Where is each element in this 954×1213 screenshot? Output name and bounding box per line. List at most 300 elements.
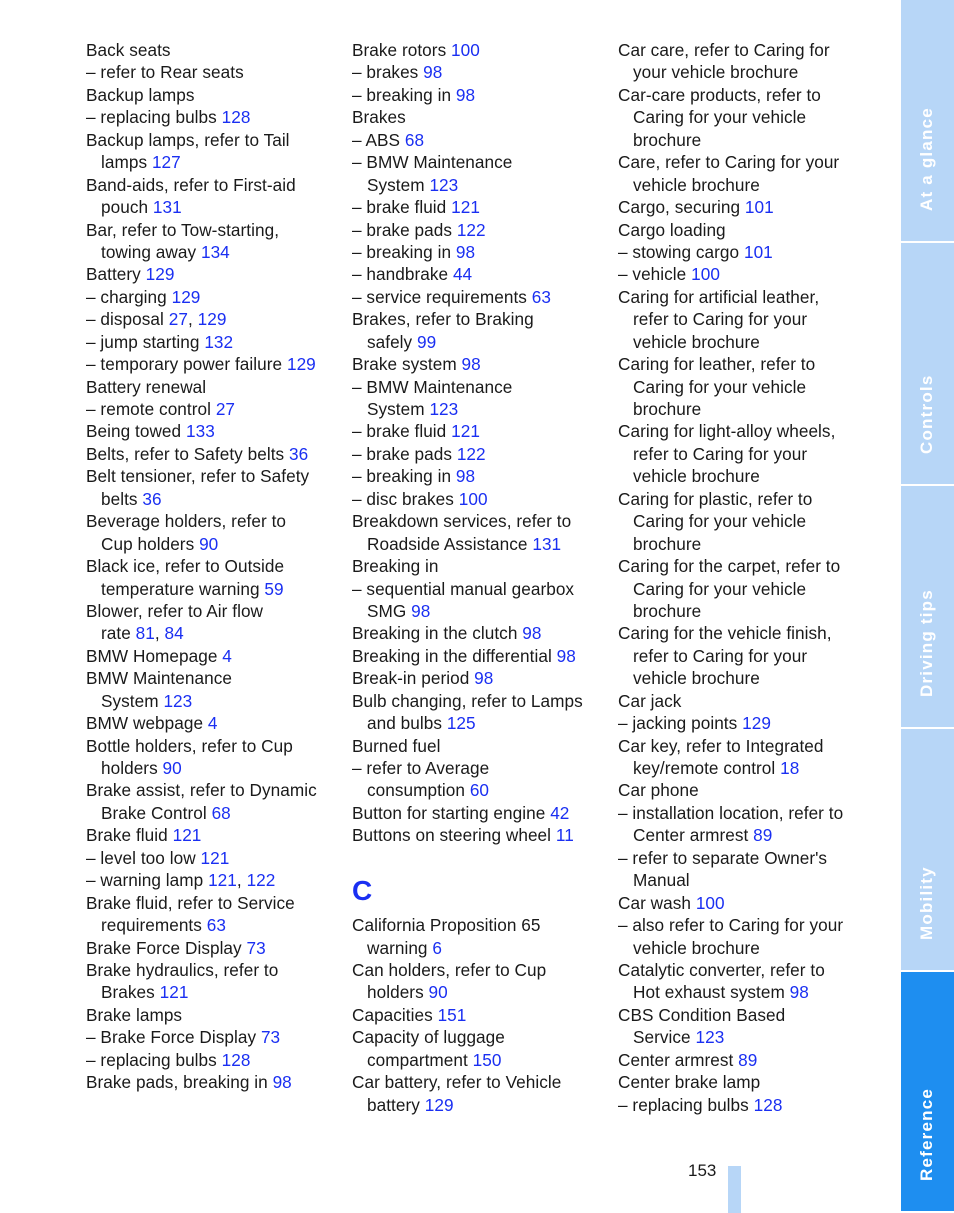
page-link[interactable]: 89 <box>753 825 773 846</box>
entry-text: – stowing cargo <box>618 241 744 262</box>
page-link[interactable]: 98 <box>522 623 542 644</box>
entry-text: – disc brakes <box>352 488 459 509</box>
entry-text: Brake fluid <box>86 825 173 846</box>
page-link[interactable]: 121 <box>451 197 480 218</box>
entry-text: Care, refer to Caring for your <box>618 152 840 173</box>
page-link[interactable]: 68 <box>404 129 425 150</box>
index-entry <box>618 488 866 510</box>
index-entry <box>618 1071 866 1093</box>
page-link[interactable]: 150 <box>472 1049 502 1070</box>
page-link[interactable]: 99 <box>417 331 437 352</box>
index-entry <box>352 398 600 420</box>
index-entry <box>352 1004 600 1026</box>
entry-text: Brakes <box>101 982 160 1003</box>
page-link[interactable]: 98 <box>423 62 443 83</box>
chapter-tab-label: Mobility <box>917 866 936 940</box>
entry-text: temperature warning <box>101 578 265 599</box>
index-entry <box>352 802 600 824</box>
entry-text: refer to Caring for your <box>633 309 808 330</box>
index-entry <box>618 1094 866 1116</box>
entry-text: Car care, refer to Caring for <box>618 40 830 60</box>
index-entry <box>86 690 334 712</box>
index-entry <box>86 241 334 263</box>
entry-text: – charging <box>86 286 172 307</box>
index-entry <box>86 824 334 846</box>
entry-text: Brake lamps <box>86 1004 183 1025</box>
entry-text: Caring for light-alloy wheels, <box>618 421 836 442</box>
entry-text: Brakes, refer to Braking <box>352 309 534 330</box>
page-link[interactable]: 151 <box>437 1004 467 1025</box>
entry-text: – replacing bulbs <box>86 1049 222 1070</box>
index-entry <box>352 533 600 555</box>
entry-text: Catalytic converter, refer to <box>618 959 825 980</box>
page-link[interactable]: 101 <box>744 197 774 218</box>
page-link[interactable]: 11 <box>555 825 574 846</box>
entry-text: refer to Caring for your <box>633 443 808 464</box>
entry-text: Center armrest <box>633 825 754 846</box>
page-link[interactable]: 127 <box>151 152 181 173</box>
entry-text: Buttons on steering wheel <box>352 825 556 846</box>
entry-text: Backup lamps, refer to Tail <box>86 129 290 150</box>
index-entry <box>86 757 334 779</box>
entry-text: and bulbs <box>367 713 447 734</box>
entry-text: Caring for your vehicle <box>633 511 807 532</box>
index-entry <box>352 420 600 442</box>
index-entry <box>352 106 600 128</box>
entry-text: brochure <box>633 533 702 554</box>
entry-text: – warning lamp <box>86 870 209 891</box>
entry-text: – breaking in <box>352 84 456 105</box>
index-entry <box>618 712 866 734</box>
entry-text: Brake fluid, refer to Service <box>86 892 295 913</box>
index-entry <box>86 981 334 1003</box>
index-entry <box>352 465 600 487</box>
index-entry <box>618 106 866 128</box>
page-number-bar <box>728 1166 741 1213</box>
entry-text: Cargo, securing <box>618 197 745 218</box>
page-link[interactable]: 90 <box>162 758 182 778</box>
page-link[interactable]: 129 <box>171 286 201 307</box>
index-entry <box>618 1049 866 1071</box>
page-link[interactable]: 125 <box>446 713 476 734</box>
page-link[interactable]: 27 <box>168 309 188 330</box>
index-entry <box>86 331 334 353</box>
index-entry <box>86 1049 334 1071</box>
index-entry <box>618 286 866 308</box>
index-entry <box>86 937 334 959</box>
index-entry <box>618 645 866 667</box>
index-entry <box>86 510 334 532</box>
entry-text: towing away <box>101 241 201 262</box>
entry-text: – brake pads <box>352 443 457 464</box>
index-column-3 <box>618 39 866 1116</box>
index-entry <box>352 151 600 173</box>
page-link[interactable]: 98 <box>411 600 431 621</box>
entry-text: Car phone <box>618 780 699 801</box>
index-entry <box>618 241 866 263</box>
page-link[interactable]: 128 <box>221 107 251 128</box>
page-link[interactable]: 98 <box>455 84 476 105</box>
page-link[interactable]: 42 <box>550 802 570 823</box>
page-link[interactable]: 121 <box>208 870 237 891</box>
entry-text: – brake fluid <box>352 197 452 218</box>
page-link[interactable]: 98 <box>556 645 576 666</box>
index-entry <box>352 779 600 801</box>
entry-text: Brake system <box>352 354 462 375</box>
chapter-tab-driving-tips[interactable] <box>901 486 954 729</box>
page-link[interactable]: 122 <box>456 219 486 240</box>
page-link[interactable]: 122 <box>246 870 276 891</box>
page-link[interactable]: 59 <box>264 578 284 599</box>
index-entry <box>352 690 600 712</box>
entry-text: – refer to Average <box>352 758 490 778</box>
entry-text: brochure <box>633 129 702 150</box>
entry-text: Being towed <box>86 421 186 442</box>
index-entry <box>86 1071 334 1093</box>
page-link[interactable]: 18 <box>780 758 800 778</box>
page-link[interactable]: 100 <box>458 488 488 509</box>
entry-text: – installation location, refer to <box>618 802 844 823</box>
index-entry <box>86 376 334 398</box>
entry-text: Breaking in the clutch <box>352 623 523 644</box>
index-entry <box>86 84 334 106</box>
entry-text: California Proposition 65 <box>352 915 541 936</box>
entry-text: – BMW Maintenance <box>352 376 513 397</box>
index-entry <box>618 667 866 689</box>
page-link[interactable]: 98 <box>455 466 476 487</box>
entry-text: brochure <box>633 600 702 621</box>
page-link[interactable]: 90 <box>199 533 219 554</box>
entry-text: BMW Homepage <box>86 645 223 666</box>
page-link[interactable]: 6 <box>432 937 442 958</box>
index-entry <box>618 555 866 577</box>
entry-text: rate <box>101 623 136 644</box>
index-column-2 <box>352 39 600 1116</box>
entry-text: Car battery, refer to Vehicle <box>352 1072 562 1093</box>
entry-text: lamps <box>101 152 152 173</box>
entry-text: Brake hydraulics, refer to <box>86 959 279 980</box>
page-link[interactable]: 121 <box>159 982 189 1003</box>
index-entry <box>352 824 600 846</box>
index-entry <box>618 937 866 959</box>
entry-text: Beverage holders, refer to <box>86 511 287 532</box>
index-entry <box>618 61 866 83</box>
entry-text: – temporary power failure <box>86 354 287 375</box>
index-entry <box>86 892 334 914</box>
index-entry <box>86 802 334 824</box>
index-entry <box>86 578 334 600</box>
entry-text: Burned fuel <box>352 735 441 756</box>
index-entry <box>618 690 866 712</box>
page-link[interactable]: 98 <box>461 354 481 375</box>
index-entry <box>352 196 600 218</box>
entry-text: – brake fluid <box>352 421 452 442</box>
index-entry <box>618 263 866 285</box>
index-entry <box>86 353 334 375</box>
chapter-tab-at-a-glance[interactable] <box>901 0 954 243</box>
page-link[interactable]: 132 <box>204 331 234 352</box>
section-spacer <box>352 847 600 869</box>
index-entry <box>86 39 334 61</box>
page-link[interactable]: 133 <box>185 421 215 442</box>
index-entry <box>618 1004 866 1026</box>
index-entry <box>352 84 600 106</box>
page-link[interactable]: 123 <box>163 690 193 711</box>
page-link[interactable]: 98 <box>272 1072 292 1093</box>
index-entry <box>618 196 866 218</box>
entry-text: – ABS <box>352 129 405 150</box>
index-entry <box>618 510 866 532</box>
chapter-tab-label: Driving tips <box>917 589 936 697</box>
page-link[interactable]: 73 <box>260 1027 281 1048</box>
entry-text: – vehicle <box>618 264 692 285</box>
entry-text: refer to Caring for your <box>633 645 808 666</box>
entry-text: requirements <box>101 915 207 936</box>
page-link[interactable]: 98 <box>789 982 809 1003</box>
chapter-tab-reference[interactable] <box>901 972 954 1213</box>
entry-text: – replacing bulbs <box>86 107 222 128</box>
index-entry <box>86 959 334 981</box>
index-entry <box>618 578 866 600</box>
entry-text: Center armrest <box>618 1049 739 1070</box>
page-link[interactable]: 121 <box>172 825 202 846</box>
index-entry <box>618 600 866 622</box>
index-entry <box>86 129 334 151</box>
index-entry <box>618 847 866 869</box>
index-entry <box>352 488 600 510</box>
index-entry <box>86 555 334 577</box>
entry-text: – brake pads <box>352 219 457 240</box>
index-entry <box>86 1004 334 1026</box>
index-entry <box>352 1026 600 1048</box>
entry-text: SMG <box>367 600 412 621</box>
page-link[interactable]: 129 <box>197 309 227 330</box>
page-link[interactable]: 27 <box>215 399 236 419</box>
page-link[interactable]: 90 <box>428 982 448 1003</box>
index-entry <box>86 420 334 442</box>
entry-text: Break-in period <box>352 668 475 689</box>
page-link[interactable]: 98 <box>474 668 494 689</box>
index-entry <box>86 398 334 420</box>
entry-text: vehicle brochure <box>633 937 760 958</box>
entry-text: Bottle holders, refer to Cup <box>86 735 293 756</box>
entry-text: Caring for leather, refer to <box>618 354 816 375</box>
entry-text: – brakes <box>352 62 424 83</box>
page-link[interactable]: 36 <box>289 443 309 464</box>
entry-text: Bar, refer to Tow-starting, <box>86 219 280 240</box>
page-link[interactable]: 123 <box>429 174 459 195</box>
entry-text: – refer to separate Owner's <box>618 847 828 868</box>
page-link[interactable]: 123 <box>695 1027 725 1048</box>
index-entry <box>86 735 334 757</box>
page-link[interactable]: 60 <box>469 780 490 801</box>
index-entry <box>352 667 600 689</box>
index-entry <box>352 353 600 375</box>
chapter-tab-label: At a glance <box>917 107 936 211</box>
entry-text: Back seats <box>86 40 171 60</box>
page-link[interactable]: 98 <box>455 241 476 262</box>
index-entry <box>86 622 334 644</box>
page-link[interactable]: 63 <box>531 286 551 307</box>
index-entry <box>352 1071 600 1093</box>
index-entry <box>618 892 866 914</box>
index-entry <box>86 847 334 869</box>
page-link[interactable]: 4 <box>222 645 232 666</box>
page-link[interactable]: 121 <box>451 421 480 442</box>
entry-text: Belt tensioner, refer to Safety <box>86 466 310 487</box>
entry-text: – handbrake <box>352 264 453 285</box>
index-entry <box>352 241 600 263</box>
index-entry <box>352 757 600 779</box>
index-entry <box>86 465 334 487</box>
chapter-tab-controls[interactable] <box>901 243 954 486</box>
entry-text: battery <box>367 1094 425 1115</box>
index-entry <box>352 622 600 644</box>
page-link[interactable]: 131 <box>152 197 182 218</box>
index-entry <box>86 712 334 734</box>
entry-text: Can holders, refer to Cup <box>352 959 547 980</box>
page-link[interactable]: 129 <box>145 264 175 285</box>
page-link[interactable]: 44 <box>452 264 473 285</box>
entry-text: pouch <box>101 197 153 218</box>
entry-text: – sequential manual gearbox <box>352 578 575 599</box>
page-link[interactable]: 134 <box>200 241 230 262</box>
index-entry <box>86 196 334 218</box>
page-link[interactable]: 122 <box>456 443 486 464</box>
index-entry <box>352 61 600 83</box>
chapter-tab-mobility[interactable] <box>901 729 954 972</box>
index-entry <box>618 735 866 757</box>
page-link[interactable]: 100 <box>451 40 480 60</box>
entry-text: Cup holders <box>101 533 200 554</box>
entry-text: Breakdown services, refer to <box>352 511 572 532</box>
entry-text: Brake rotors <box>352 40 452 60</box>
entry-text: Caring for your vehicle <box>633 376 807 397</box>
index-entry <box>618 129 866 151</box>
entry-text: Caring for the carpet, refer to <box>618 556 841 577</box>
page-link[interactable]: 131 <box>532 533 562 554</box>
index-entry <box>352 735 600 757</box>
entry-text: – BMW Maintenance <box>352 152 513 173</box>
entry-text: – remote control <box>86 399 216 419</box>
entry-text: Cargo loading <box>618 219 726 240</box>
entry-text: System <box>367 399 430 419</box>
entry-text: Caring for plastic, refer to <box>618 488 813 509</box>
index-entry <box>86 667 334 689</box>
page-link[interactable]: 89 <box>738 1049 758 1070</box>
page-link[interactable]: 101 <box>743 241 773 262</box>
index-entry <box>352 600 600 622</box>
index-entry <box>618 174 866 196</box>
entry-text: – also refer to Caring for your <box>618 915 844 936</box>
page-link[interactable]: 100 <box>695 892 725 913</box>
page-link[interactable]: 129 <box>286 354 316 375</box>
entry-text: Center brake lamp <box>618 1072 761 1093</box>
page-link[interactable]: 100 <box>691 264 720 285</box>
index-entry <box>618 465 866 487</box>
page-link[interactable]: 36 <box>142 488 162 509</box>
index-entry <box>352 937 600 959</box>
index-entry <box>86 219 334 241</box>
entry-text: Brake Force Display <box>86 937 247 958</box>
page-link[interactable]: 123 <box>429 399 459 419</box>
page-link[interactable]: 121 <box>200 847 230 868</box>
entry-text: Button for starting engine <box>352 802 551 823</box>
page-link[interactable]: 84 <box>164 623 184 644</box>
page-link[interactable]: 4 <box>207 713 218 734</box>
entry-text: Belts, refer to Safety belts <box>86 443 290 464</box>
entry-text: Car jack <box>618 690 682 711</box>
index-entry <box>352 376 600 398</box>
entry-text: consumption <box>367 780 470 801</box>
index-entry <box>618 376 866 398</box>
entry-text: – service requirements <box>352 286 532 307</box>
index-entry <box>352 174 600 196</box>
index-entry <box>86 106 334 128</box>
index-entry <box>618 869 866 891</box>
page-link[interactable]: 129 <box>424 1094 454 1115</box>
index-entry <box>618 981 866 1003</box>
page-link[interactable]: 128 <box>221 1049 251 1070</box>
page-link[interactable]: 73 <box>246 937 266 958</box>
entry-text: Brakes <box>352 107 406 128</box>
index-entry <box>352 443 600 465</box>
index-entry <box>86 61 334 83</box>
index-entry <box>86 869 334 891</box>
entry-text: vehicle brochure <box>633 331 760 352</box>
index-entry <box>86 263 334 285</box>
entry-text: Car-care products, refer to <box>618 84 821 105</box>
index-entry <box>618 84 866 106</box>
entry-text: – breaking in <box>352 241 456 262</box>
entry-text: – replacing bulbs <box>618 1094 754 1115</box>
index-entry <box>618 331 866 353</box>
page-link[interactable]: 129 <box>742 713 771 734</box>
index-entry <box>352 1094 600 1116</box>
index-entry <box>86 533 334 555</box>
page-link[interactable]: 81 <box>135 623 155 644</box>
entry-text: – breaking in <box>352 466 456 487</box>
index-entry <box>86 645 334 667</box>
index-entry <box>86 914 334 936</box>
index-column-1 <box>86 39 334 1094</box>
chapter-tab-label: Controls <box>917 374 936 454</box>
index-entry <box>86 488 334 510</box>
index-entry <box>352 129 600 151</box>
entry-text: Caring for the vehicle finish, <box>618 623 832 644</box>
entry-text: – jump starting <box>86 331 205 352</box>
index-entry <box>618 533 866 555</box>
index-entry <box>352 39 600 61</box>
entry-text: Manual <box>633 870 690 891</box>
page-link[interactable]: 128 <box>753 1094 783 1115</box>
entry-text: Battery <box>86 264 146 285</box>
page-link[interactable]: 68 <box>211 802 231 823</box>
entry-text: vehicle brochure <box>633 466 760 487</box>
entry-text: Battery renewal <box>86 376 207 397</box>
index-entry <box>352 308 600 330</box>
section-letter-heading: C <box>352 875 373 907</box>
index-entry <box>618 443 866 465</box>
entry-text: Capacities <box>352 1004 438 1025</box>
entry-text: Black ice, refer to Outside <box>86 556 285 577</box>
entry-text: Hot exhaust system <box>633 982 790 1003</box>
entry-text: CBS Condition Based <box>618 1004 786 1025</box>
entry-text: vehicle brochure <box>633 668 760 689</box>
page-link[interactable]: 63 <box>206 915 226 936</box>
entry-text: Band-aids, refer to First-aid <box>86 174 296 195</box>
index-entry <box>352 331 600 353</box>
